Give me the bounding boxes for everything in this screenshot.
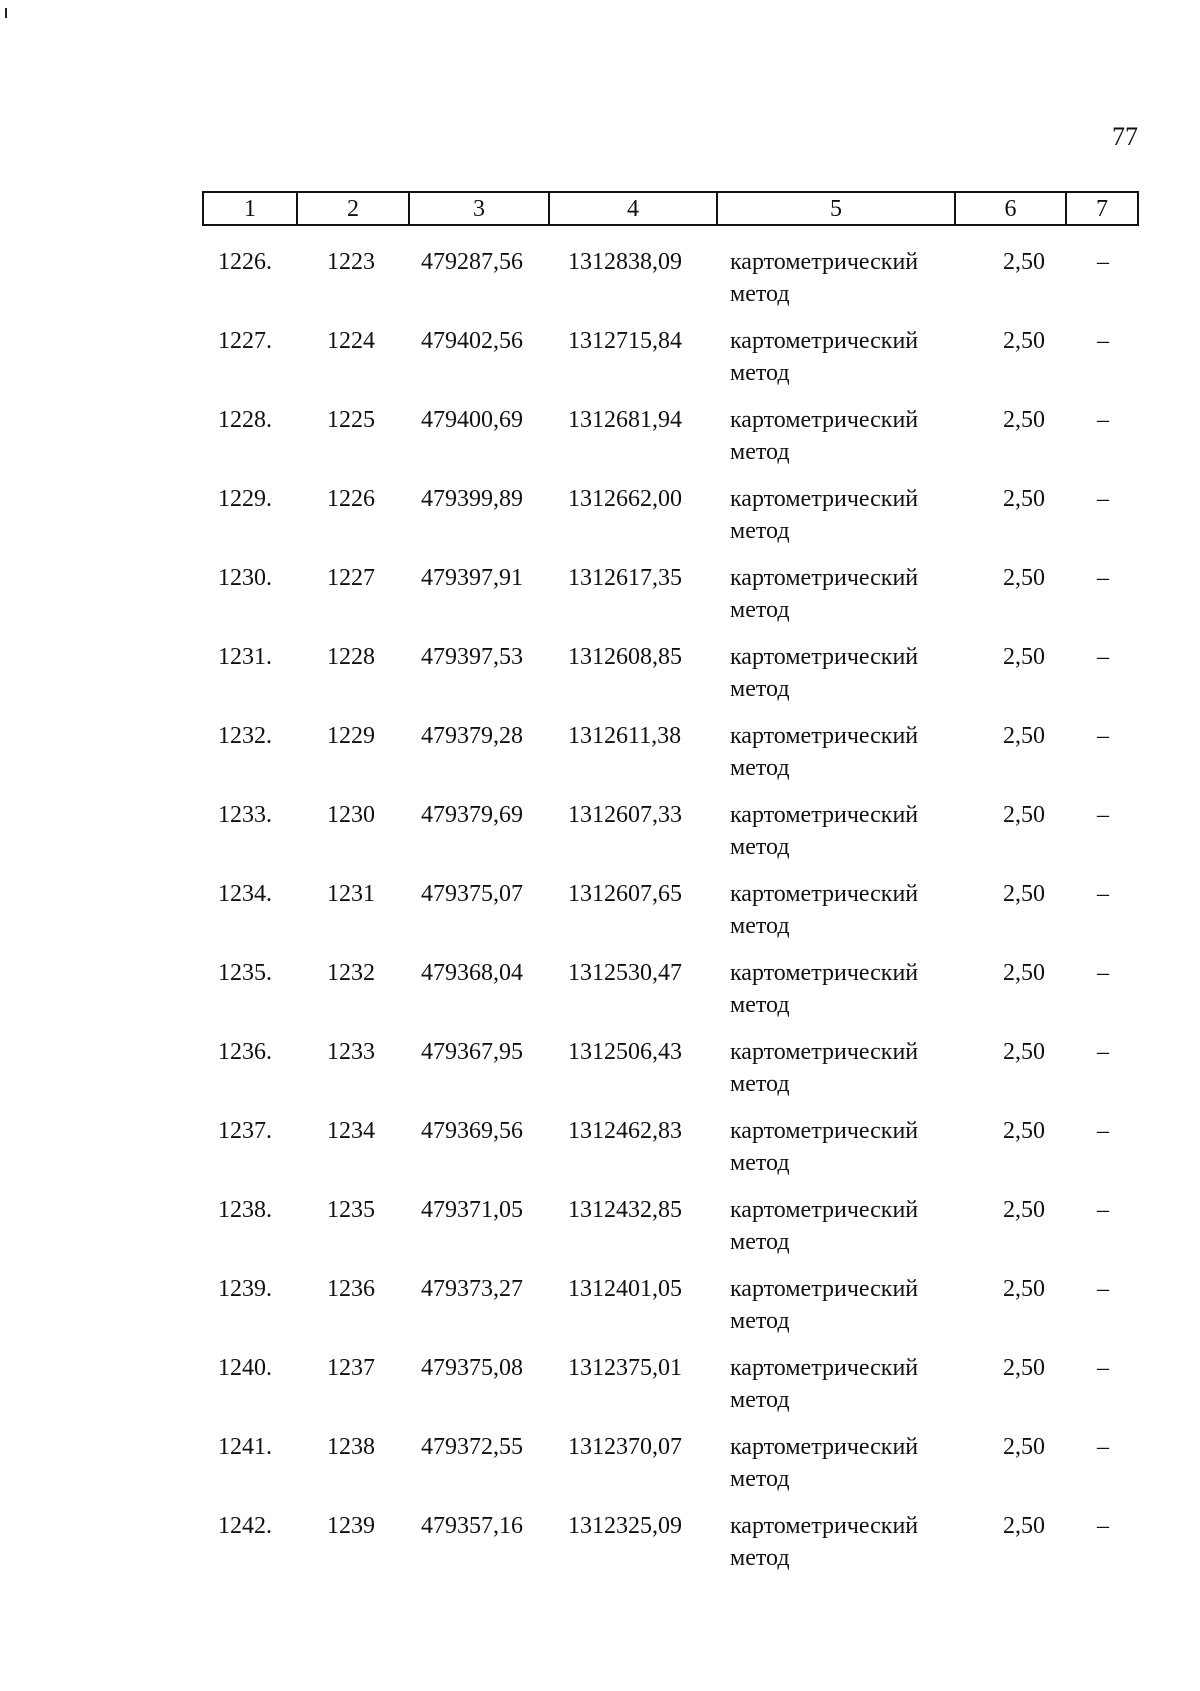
row-number: 1235. (218, 960, 272, 986)
method-line2: метод (730, 360, 790, 386)
method-line1: картометрический (730, 1355, 919, 1381)
coord-y: 1312608,85 (568, 644, 682, 670)
accuracy: 2,50 (1003, 960, 1045, 986)
table-row (0, 1423, 1200, 1502)
accuracy: 2,50 (1003, 1039, 1045, 1065)
accuracy: 2,50 (1003, 644, 1045, 670)
method-line1: картометрический (730, 802, 919, 828)
table-row (0, 949, 1200, 1028)
row-number: 1237. (218, 1118, 272, 1144)
coord-x: 479379,69 (421, 802, 523, 828)
method-line1: картометрический (730, 1513, 919, 1539)
table-row (0, 870, 1200, 949)
row-number: 1241. (218, 1434, 272, 1460)
method-line1: картометрический (730, 723, 919, 749)
accuracy: 2,50 (1003, 1197, 1045, 1223)
table-row (0, 317, 1200, 396)
point-number: 1231 (327, 881, 375, 907)
method (730, 483, 918, 547)
coord-y: 1312325,09 (568, 1513, 682, 1539)
method-line2: метод (730, 1150, 790, 1176)
table-row (0, 475, 1200, 554)
header-row (203, 192, 1138, 225)
coord-x: 479373,27 (421, 1276, 523, 1302)
header-col-3: 3 (409, 192, 549, 225)
row-number: 1229. (218, 486, 272, 512)
header-col-2: 2 (297, 192, 409, 225)
header-col-7: 7 (1066, 192, 1138, 225)
col7-dash: – (1097, 960, 1109, 986)
table-row (0, 633, 1200, 712)
method (730, 1194, 918, 1258)
accuracy: 2,50 (1003, 1355, 1045, 1381)
table-row (0, 1502, 1200, 1581)
point-number: 1234 (327, 1118, 375, 1144)
point-number: 1223 (327, 249, 375, 275)
row-number: 1228. (218, 407, 272, 433)
accuracy: 2,50 (1003, 407, 1045, 433)
col7-dash: – (1097, 1434, 1109, 1460)
col7-dash: – (1097, 486, 1109, 512)
method-line2: метод (730, 1387, 790, 1413)
coord-y: 1312462,83 (568, 1118, 682, 1144)
method-line1: картометрический (730, 486, 919, 512)
point-number: 1226 (327, 486, 375, 512)
method (730, 246, 918, 310)
method (730, 1431, 918, 1495)
accuracy: 2,50 (1003, 1276, 1045, 1302)
method-line1: картометрический (730, 565, 919, 591)
row-number: 1239. (218, 1276, 272, 1302)
accuracy: 2,50 (1003, 565, 1045, 591)
point-number: 1239 (327, 1513, 375, 1539)
header-col-4: 4 (549, 192, 717, 225)
method-line1: картометрический (730, 960, 919, 986)
coord-y: 1312617,35 (568, 565, 682, 591)
coord-x: 479369,56 (421, 1118, 523, 1144)
col7-dash: – (1097, 644, 1109, 670)
row-number: 1234. (218, 881, 272, 907)
coord-x: 479371,05 (421, 1197, 523, 1223)
coord-x: 479367,95 (421, 1039, 523, 1065)
method-line2: метод (730, 597, 790, 623)
col7-dash: – (1097, 802, 1109, 828)
point-number: 1228 (327, 644, 375, 670)
header-col-5: 5 (717, 192, 955, 225)
point-number: 1237 (327, 1355, 375, 1381)
point-number: 1238 (327, 1434, 375, 1460)
coord-x: 479397,53 (421, 644, 523, 670)
method (730, 1115, 918, 1179)
coord-x: 479287,56 (421, 249, 523, 275)
col7-dash: – (1097, 1039, 1109, 1065)
col7-dash: – (1097, 881, 1109, 907)
point-number: 1229 (327, 723, 375, 749)
method (730, 720, 918, 784)
method-line2: метод (730, 1071, 790, 1097)
method (730, 1510, 918, 1574)
method-line1: картометрический (730, 1039, 919, 1065)
method (730, 562, 918, 626)
accuracy: 2,50 (1003, 1434, 1045, 1460)
coord-y: 1312375,01 (568, 1355, 682, 1381)
method-line2: метод (730, 1308, 790, 1334)
coord-y: 1312681,94 (568, 407, 682, 433)
coord-y: 1312530,47 (568, 960, 682, 986)
method-line2: метод (730, 834, 790, 860)
point-number: 1224 (327, 328, 375, 354)
row-number: 1231. (218, 644, 272, 670)
coord-y: 1312662,00 (568, 486, 682, 512)
method (730, 1273, 918, 1337)
row-number: 1232. (218, 723, 272, 749)
accuracy: 2,50 (1003, 1118, 1045, 1144)
coord-y: 1312715,84 (568, 328, 682, 354)
point-number: 1235 (327, 1197, 375, 1223)
col7-dash: – (1097, 1197, 1109, 1223)
col7-dash: – (1097, 407, 1109, 433)
method-line1: картометрический (730, 328, 919, 354)
col7-dash: – (1097, 1118, 1109, 1144)
table-row (0, 396, 1200, 475)
accuracy: 2,50 (1003, 328, 1045, 354)
method (730, 325, 918, 389)
method-line1: картометрический (730, 249, 919, 275)
col7-dash: – (1097, 249, 1109, 275)
coord-x: 479368,04 (421, 960, 523, 986)
col7-dash: – (1097, 1355, 1109, 1381)
method-line1: картометрический (730, 407, 919, 433)
row-number: 1227. (218, 328, 272, 354)
method-line1: картометрический (730, 1118, 919, 1144)
method-line1: картометрический (730, 1434, 919, 1460)
coord-x: 479402,56 (421, 328, 523, 354)
coord-y: 1312432,85 (568, 1197, 682, 1223)
header-col-6: 6 (955, 192, 1066, 225)
coord-y: 1312607,33 (568, 802, 682, 828)
method (730, 641, 918, 705)
table-body (0, 238, 1200, 1581)
table-row (0, 554, 1200, 633)
point-number: 1233 (327, 1039, 375, 1065)
method-line2: метод (730, 755, 790, 781)
method (730, 1036, 918, 1100)
coord-x: 479375,08 (421, 1355, 523, 1381)
point-number: 1225 (327, 407, 375, 433)
method-line2: метод (730, 1229, 790, 1255)
table-row (0, 712, 1200, 791)
col7-dash: – (1097, 1513, 1109, 1539)
point-number: 1230 (327, 802, 375, 828)
col7-dash: – (1097, 328, 1109, 354)
point-number: 1227 (327, 565, 375, 591)
method-line2: метод (730, 676, 790, 702)
method-line2: метод (730, 1466, 790, 1492)
method-line2: метод (730, 1545, 790, 1571)
method (730, 878, 918, 942)
accuracy: 2,50 (1003, 723, 1045, 749)
method-line1: картометрический (730, 1276, 919, 1302)
coord-x: 479372,55 (421, 1434, 523, 1460)
table-row (0, 1344, 1200, 1423)
accuracy: 2,50 (1003, 1513, 1045, 1539)
method-line1: картометрический (730, 1197, 919, 1223)
coord-x: 479379,28 (421, 723, 523, 749)
table-row (0, 1028, 1200, 1107)
row-number: 1236. (218, 1039, 272, 1065)
table-row (0, 791, 1200, 870)
method (730, 957, 918, 1021)
accuracy: 2,50 (1003, 802, 1045, 828)
coord-x: 479375,07 (421, 881, 523, 907)
table-row (0, 1265, 1200, 1344)
row-number: 1238. (218, 1197, 272, 1223)
coord-x: 479357,16 (421, 1513, 523, 1539)
col7-dash: – (1097, 1276, 1109, 1302)
header-col-1: 1 (203, 192, 297, 225)
row-number: 1240. (218, 1355, 272, 1381)
scan-mark (5, 8, 7, 18)
method-line2: метод (730, 439, 790, 465)
point-number: 1236 (327, 1276, 375, 1302)
table-row (0, 1107, 1200, 1186)
coord-x: 479400,69 (421, 407, 523, 433)
accuracy: 2,50 (1003, 486, 1045, 512)
coord-y: 1312370,07 (568, 1434, 682, 1460)
col7-dash: – (1097, 565, 1109, 591)
row-number: 1233. (218, 802, 272, 828)
method-line2: метод (730, 518, 790, 544)
method (730, 404, 918, 468)
table-row (0, 238, 1200, 317)
row-number: 1230. (218, 565, 272, 591)
col7-dash: – (1097, 723, 1109, 749)
accuracy: 2,50 (1003, 881, 1045, 907)
point-number: 1232 (327, 960, 375, 986)
page-number: 77 (1112, 122, 1138, 151)
method-line2: метод (730, 992, 790, 1018)
table-header (202, 191, 1139, 226)
method-line2: метод (730, 913, 790, 939)
coord-y: 1312401,05 (568, 1276, 682, 1302)
method-line1: картометрический (730, 644, 919, 670)
coord-y: 1312611,38 (568, 723, 682, 749)
table-row (0, 1186, 1200, 1265)
method-line2: метод (730, 281, 790, 307)
coord-y: 1312607,65 (568, 881, 682, 907)
method (730, 1352, 918, 1416)
coord-x: 479399,89 (421, 486, 523, 512)
method-line1: картометрический (730, 881, 919, 907)
accuracy: 2,50 (1003, 249, 1045, 275)
coord-y: 1312838,09 (568, 249, 682, 275)
coord-x: 479397,91 (421, 565, 523, 591)
method (730, 799, 918, 863)
coord-y: 1312506,43 (568, 1039, 682, 1065)
row-number: 1226. (218, 249, 272, 275)
row-number: 1242. (218, 1513, 272, 1539)
